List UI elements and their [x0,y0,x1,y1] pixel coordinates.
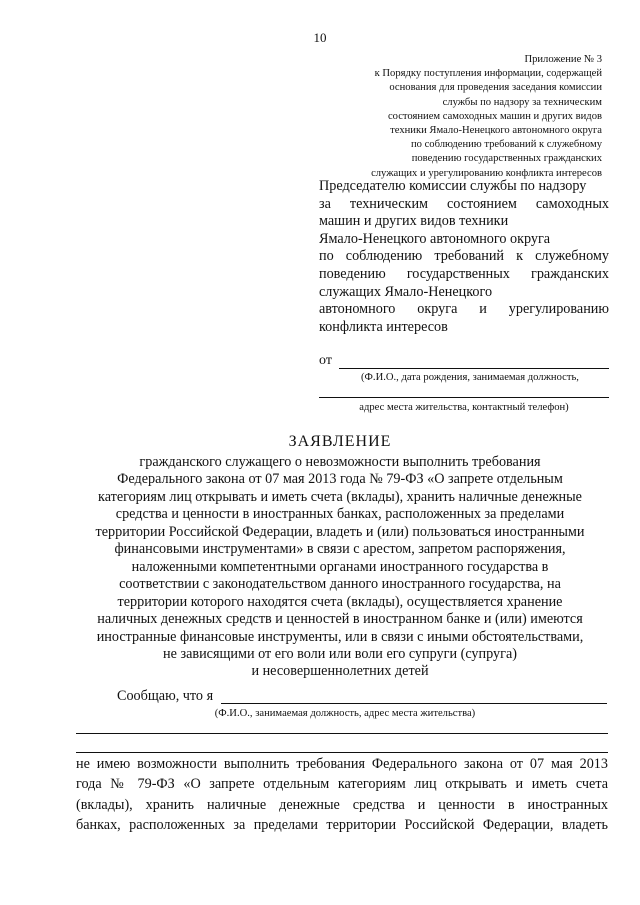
from-second-line[interactable] [319,397,609,398]
addressee-line: служащих Ямало-Ненецкого [319,283,493,300]
subtitle-line: категориям лиц открывать и иметь счета (вклады), хранить наличные денежные [98,488,582,505]
from-input-line[interactable] [339,368,609,369]
appendix-line: к Порядку поступления информации, содержащей [374,68,602,80]
report-input-line[interactable] [221,703,607,704]
appendix-line: Приложение № 3 [524,54,602,65]
report-label: Сообщаю, что я [117,688,214,704]
body-line: не имею возможности выполнить требования Федерального закона от 07 мая 2013 [76,756,608,772]
page-number: 10 [313,30,327,45]
addressee-line: по соблюдению требований к служебному [319,248,609,265]
body-line: (вклады), хранить наличные денежные средства и ценности в иностранных [76,796,608,813]
subtitle-line: территории Российской Федерации, владеть и (или) пользоваться иностранными [95,523,585,540]
subtitle-line: наличных денежных средств и ценностей в иностранном банке и (или) имеются [97,611,583,628]
subtitle-line: гражданского служащего о невозможности выполнить требования [139,454,541,470]
subtitle-line: средства и ценности в иностранных банках, расположенных за пределами [115,506,565,523]
appendix-line: поведению государственных гражданских [411,153,602,165]
addressee-line: Ямало-Ненецкого автономного округа [319,230,551,247]
statement-body [76,754,608,836]
addressee-line: машин и других видов техники [319,213,509,230]
appendix-line: служащих и урегулированию конфликта интересов [371,167,602,179]
addressee-line: конфликта интересов [319,318,448,335]
subtitle-line: финансовыми инструментами» в связи с арестом, запретом распоряжения, [114,541,566,558]
addressee-block [319,178,609,336]
report-third-line[interactable] [76,752,608,753]
subtitle-line: не зависящими от его воли или воли его супруги (супруга) [163,645,517,662]
report-second-line[interactable] [76,733,608,734]
body-line: банках, расположенных за пределами территории Российской Федерации, владеть [76,817,608,834]
subtitle-line: Федерального закона от 07 мая 2013 года № 79-ФЗ «О запрете отдельным [117,471,563,488]
addressee-line: Председателю комиссии службы по надзору [319,178,587,194]
addressee-line: за техническим состоянием самоходных [319,195,609,212]
statement-subtitle [80,454,600,681]
subtitle-line: наложенными компетентными органами иностранного государства в [131,558,549,575]
subtitle-line: и несовершеннолетних детей [251,663,429,680]
appendix-line: техники Ямало-Ненецкого автономного округа [390,125,602,137]
subtitle-line: территории которого находятся счета (вклады), осуществляется хранение [117,593,563,610]
appendix-block [322,53,602,181]
appendix-line: службы по надзору за техническим [442,96,602,108]
appendix-line: по соблюдению требований к служебному [410,139,602,151]
addressee-line: автономного округа и урегулированию [319,301,609,318]
subtitle-line: иностранные финансовые инструменты, или в связи с иными обстоятельствами, [96,628,584,645]
report-caption: (Ф.И.О., занимаемая должность, адрес места жительства) [214,708,476,719]
from-caption-1: (Ф.И.О., дата рождения, занимаемая должность, [361,372,579,383]
appendix-line: состоянием самоходных машин и других видов [387,110,602,122]
addressee-line: поведению государственных гражданских [319,265,609,282]
from-caption-2: адрес места жительства, контактный телефон) [359,402,569,413]
report-field [117,688,607,706]
subtitle-line: соответствии с законодательством данного иностранного государства, на [119,576,561,593]
body-line: года № 79-ФЗ «О запрете отдельным категориям лиц открывать и иметь счета [76,776,608,793]
document-title: ЗАЯВЛЕНИЕ [288,433,392,450]
appendix-line: основания для проведения заседания комиссии [389,82,602,94]
from-label: от [319,353,332,368]
from-field [319,353,609,371]
